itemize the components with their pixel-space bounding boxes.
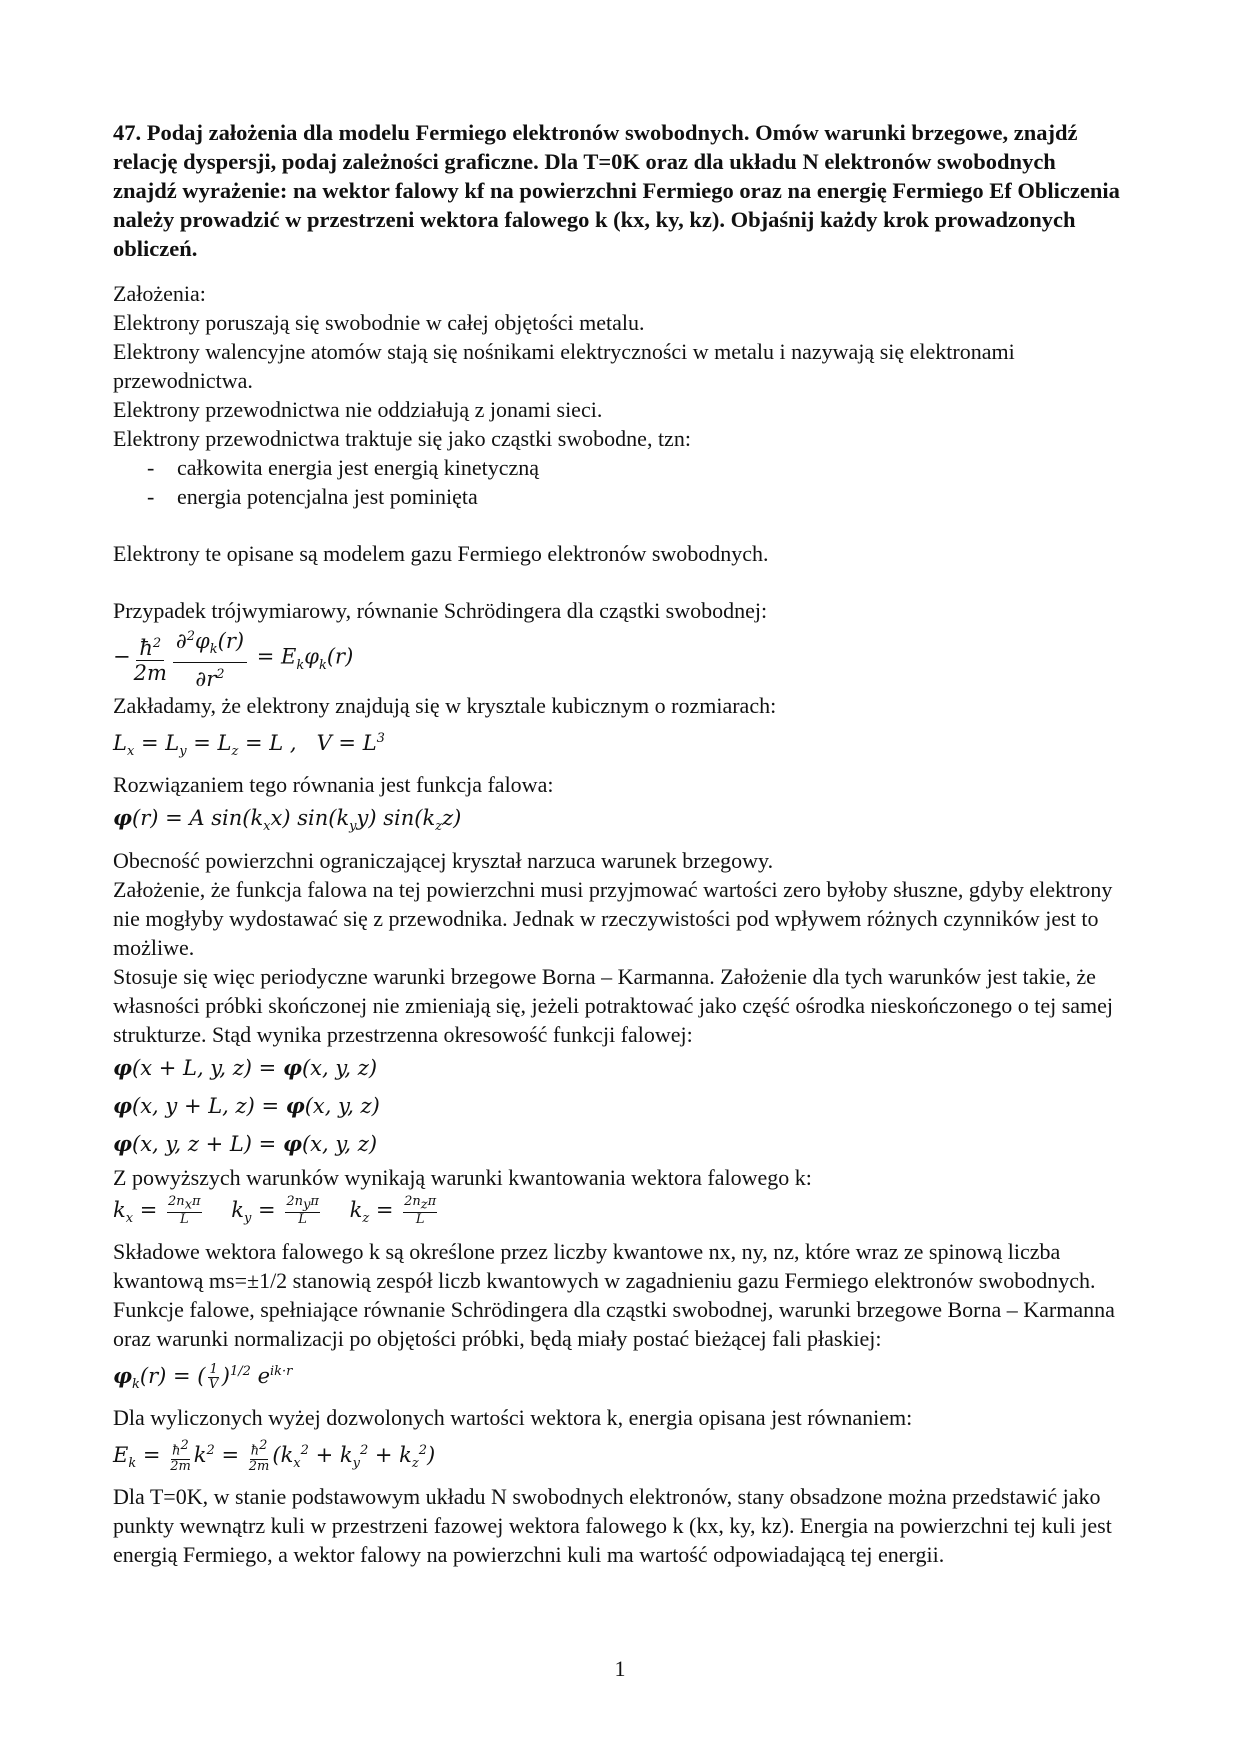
energy-equation: $E_k$ = $\frac{ħ^2}{2m}$ $k^2$ = $\frac{ħ^2}{2m}$ $(k_x^2 + k_y^2 + k_z^2)$ — [113, 1438, 436, 1474]
periodicity-equation-z: φ(x, y, z + L) = φ(x, y, z) — [113, 1130, 378, 1156]
periodicity-equation-x: φ(x + L, y, z) = φ(x, y, z) — [113, 1054, 378, 1080]
assumption-line: Elektrony poruszają się swobodnie w całej objętości metalu. — [113, 310, 645, 335]
paragraph: Z powyższych warunków wynikają warunki kwantowania wektora falowego k: — [113, 1164, 812, 1190]
paragraph: Założenie, że funkcja falowa na tej powierzchni musi przyjmować wartości zero byłoby słuszne, gdyby elektrony nie mogłyby wydostawać się z przewodnika. Jednak w rzeczywistości pod wpływem różnych czynników jest to możliwe. — [113, 876, 1113, 960]
assumption-line: Elektrony przewodnictwa nie oddziałują z jonami sieci. — [113, 397, 603, 422]
bullet-item: - energia potencjalna jest pominięta — [147, 484, 478, 509]
crystal-dimensions-equation: $L_x = L_y = L_z = L$ , $V = L^3$ — [113, 731, 385, 760]
wave-function-equation: φ(r) = A $\sin(k_xx)$ $\sin(k_yy)$ $\sin(k_zz)$ — [113, 805, 462, 835]
periodicity-equation-y: φ(x, y + L, z) = φ(x, y, z) — [113, 1092, 380, 1118]
paragraph: Stosuje się więc periodyczne warunki brzegowe Borna – Karmanna. Założenie dla tych warunków jest takie, że własności próbki skończonej nie zmieniają się, jeżeli potraktować jako część ośrodka nieskończonego o tej samej strukturze. Stąd wynika przestrzenna okresowość funkcji falowej: — [113, 963, 1114, 1047]
paragraph: Zakładamy, że elektrony znajdują się w krysztale kubicznym o rozmiarach: — [113, 693, 777, 719]
question-heading: 47. Podaj założenia dla modelu Fermiego elektronów swobodnych. Omów warunki brzegowe, znajdź relację dyspersji, podaj zależności graficzne. Dla T=0K oraz dla układu N elektronów swobodnych znajdź wyrażenie: na wektor falowy kf na powierzchni Fermiego oraz na energię Fermiego Ef Obliczenia należy prowadzić w przestrzeni wektora falowego k (kx, ky, kz). Objaśnij każdy krok prowadzonych obliczeń. — [113, 120, 1120, 261]
assumption-line: Elektrony przewodnictwa traktuje się jako cząstki swobodne, tzn: — [113, 426, 691, 451]
page-number: 1 — [614, 1656, 626, 1681]
paragraph: Dla T=0K, w stanie podstawowym układu N swobodnych elektronów, stany obsadzone można przedstawić jako punkty wewnątrz kuli w przestrzeni fazowej wektora falowego k (kx, ky, kz). Energia na powierzchni tej kuli jest energią Fermiego, a wektor falowy na powierzchni kuli ma wartość odpowiadającą tej energii. — [113, 1484, 1112, 1568]
document-page — [113, 118, 1123, 1569]
plane-wave-equation: $\varphi_k(r)$ = ( $\frac{1}{V}$ )$^{1/2}$ $e^{ik\cdot r}$ — [113, 1361, 293, 1392]
paragraph: Funkcje falowe, spełniające równanie Schrödingera dla cząstki swobodnej, warunki brzegowe Borna – Karmanna oraz warunki normalizacji po objętości próbki, będą miały postać bieżącej fali płaskiej: — [113, 1296, 1115, 1351]
assumptions-title: Założenia: — [113, 281, 206, 306]
paragraph: Rozwiązaniem tego równania jest funkcja falowa: — [113, 772, 554, 798]
assumptions-summary: Elektrony te opisane są modelem gazu Fermiego elektronów swobodnych. — [113, 541, 769, 566]
schrodinger-equation: − $\frac{ħ^2}{2m}$ $\frac{\partial^2\varphi_k(r)}{\partial r^2}$ = $E_k\varphi_k(r)$ — [113, 625, 1123, 691]
quantization-equation: $k_x$ = $\frac{2n_x\pi}{L}$ $k_y$ = $\frac{2n_y\pi}{L}$ $k_z$ = $\frac{2n_z\pi}{L}$ — [113, 1193, 437, 1228]
paragraph: Obecność powierzchni ograniczającej kryształ narzuca warunek brzegowy. — [113, 847, 774, 873]
bullet-item: - całkowita energia jest energią kinetyczną — [147, 455, 540, 480]
paragraph: Przypadek trójwymiarowy, równanie Schrödingera dla cząstki swobodnej: — [113, 598, 768, 623]
assumption-line: Elektrony walencyjne atomów stają się nośnikami elektryczności w metalu i nazywają się elektronami przewodnictwa. — [113, 339, 1015, 393]
paragraph: Dla wyliczonych wyżej dozwolonych wartości wektora k, energia opisana jest równaniem: — [113, 1404, 913, 1430]
paragraph: Składowe wektora falowego k są określone przez liczby kwantowe nx, ny, nz, które wraz ze spinową liczba kwantową ms=±1/2 stanowią zespół liczb kwantowych w zagadnieniu gazu Fermiego elektronów swobodnych. — [113, 1238, 1096, 1293]
